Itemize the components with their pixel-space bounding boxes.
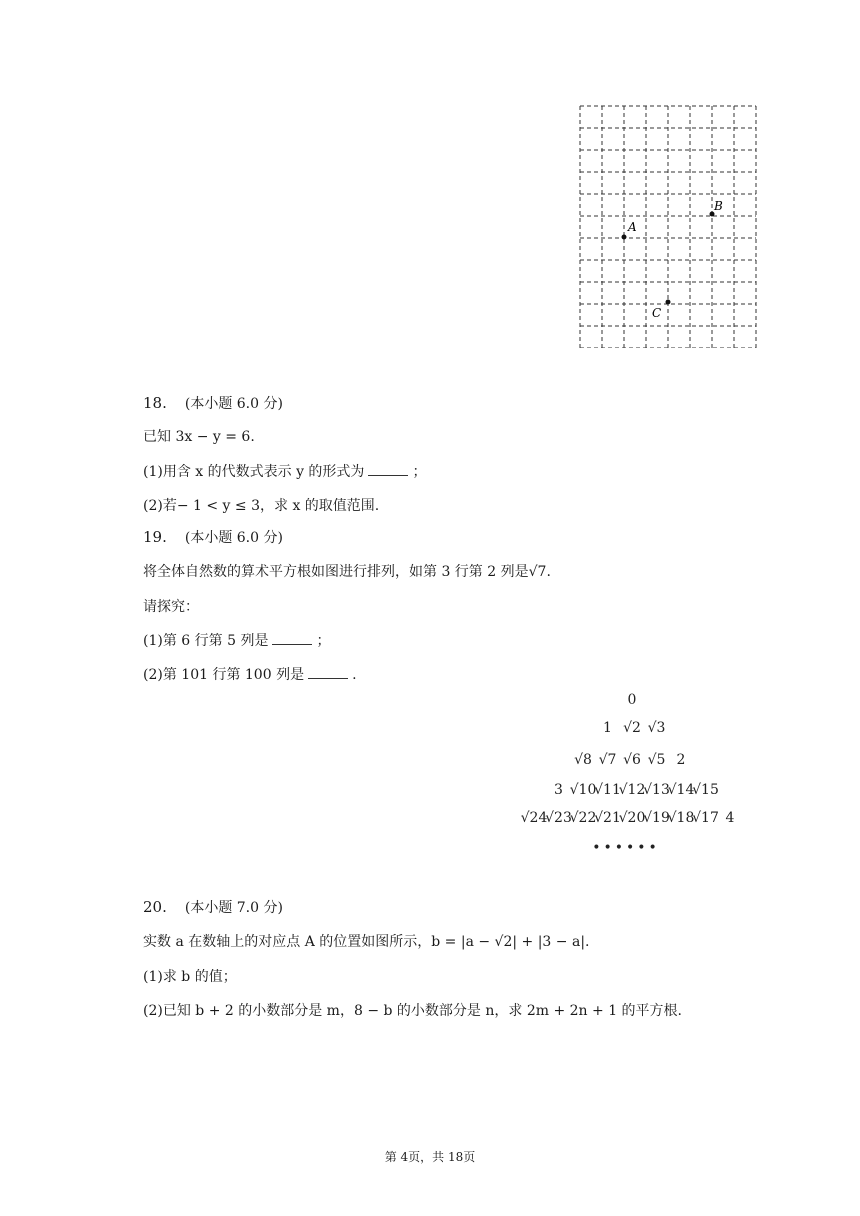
q18-header	[143, 393, 283, 413]
q18-part1-suffix: ；	[412, 464, 427, 480]
q20-number: 20.	[143, 898, 167, 916]
sqrt-triangle-figure	[480, 686, 780, 856]
triangle-ellipsis: ••••••	[592, 840, 660, 856]
triangle-entry: √15	[692, 782, 719, 798]
q18-given: 已知 3x − y = 6.	[143, 429, 255, 445]
q19-part1	[143, 630, 330, 650]
triangle-entry: √24	[520, 810, 548, 826]
page-footer: 第 4页，共 18页	[384, 1150, 476, 1164]
triangle-entry: √11	[594, 782, 621, 798]
q18-part1	[143, 461, 426, 481]
q19-header	[143, 527, 283, 547]
q19-part2-suffix: .	[352, 667, 357, 683]
triangle-entry: 0	[627, 692, 637, 708]
q19-answer-blank-1[interactable]	[272, 632, 312, 645]
q18-score: (本小题 6.0 分)	[184, 396, 283, 412]
triangle-entry: √22	[569, 810, 597, 826]
q20-part2: (2)已知 b + 2 的小数部分是 m，8 − b 的小数部分是 n，求 2m + 2n + 1 的平方根.	[143, 1003, 682, 1019]
triangle-entry: 3	[554, 782, 563, 798]
triangle-entry: √19	[643, 810, 670, 826]
q18-answer-blank[interactable]	[368, 463, 408, 476]
q19-answer-blank-2[interactable]	[308, 666, 348, 679]
label-c: C	[652, 306, 662, 320]
triangle-entry: √23	[545, 810, 572, 826]
q19-part1-text: (1)第 6 行第 5 列是	[143, 633, 269, 649]
triangle-entry: √18	[667, 810, 695, 826]
q19-part1-suffix: ；	[316, 633, 331, 649]
label-a: A	[628, 220, 637, 234]
point-a	[622, 235, 627, 240]
triangle-entry: √7	[598, 752, 617, 768]
q18-part2: (2)若− 1 < y ≤ 3，求 x 的取值范围.	[143, 498, 380, 514]
q19-part2-text: (2)第 101 行第 100 列是	[143, 667, 305, 683]
q19-part2	[143, 664, 357, 684]
triangle-entry: √5	[647, 752, 666, 768]
triangle-entry: √21	[594, 810, 621, 826]
triangle-entry: √6	[623, 752, 641, 768]
triangle-entry: 1	[603, 720, 612, 736]
triangle-entry: √17	[692, 810, 719, 826]
q19-score: (本小题 6.0 分)	[184, 530, 283, 546]
q19-number: 19.	[143, 528, 167, 546]
triangle-entry: √2	[623, 720, 641, 736]
triangle-entry: √14	[667, 782, 695, 798]
triangle-entry: √8	[574, 752, 592, 768]
point-c	[666, 300, 671, 305]
q20-intro: 实数 a 在数轴上的对应点 A 的位置如图所示，b = |a − √2| + |3 − a|.	[143, 934, 590, 950]
sqrt-triangle-svg	[480, 686, 780, 856]
triangle-entry: 4	[725, 810, 735, 826]
q20-score: (本小题 7.0 分)	[184, 900, 283, 916]
q19-explore: 请探究：	[143, 599, 199, 615]
grid-svg	[578, 104, 758, 348]
triangle-entry: √20	[618, 810, 646, 826]
q19-intro: 将全体自然数的算术平方根如图进行排列，如第 3 行第 2 列是√7.	[143, 564, 551, 580]
q18-number: 18.	[143, 394, 167, 412]
triangle-entry: 2	[676, 752, 686, 768]
label-b: B	[714, 199, 723, 213]
triangle-entry: √12	[618, 782, 646, 798]
q20-header	[143, 897, 283, 917]
triangle-entry: √13	[643, 782, 670, 798]
q20-part1: (1)求 b 的值；	[143, 969, 237, 985]
grid-figure	[578, 104, 758, 348]
triangle-entry: √10	[569, 782, 597, 798]
triangle-entry: √3	[647, 720, 666, 736]
q18-part1-text: (1)用含 x 的代数式表示 y 的形式为	[143, 464, 365, 480]
